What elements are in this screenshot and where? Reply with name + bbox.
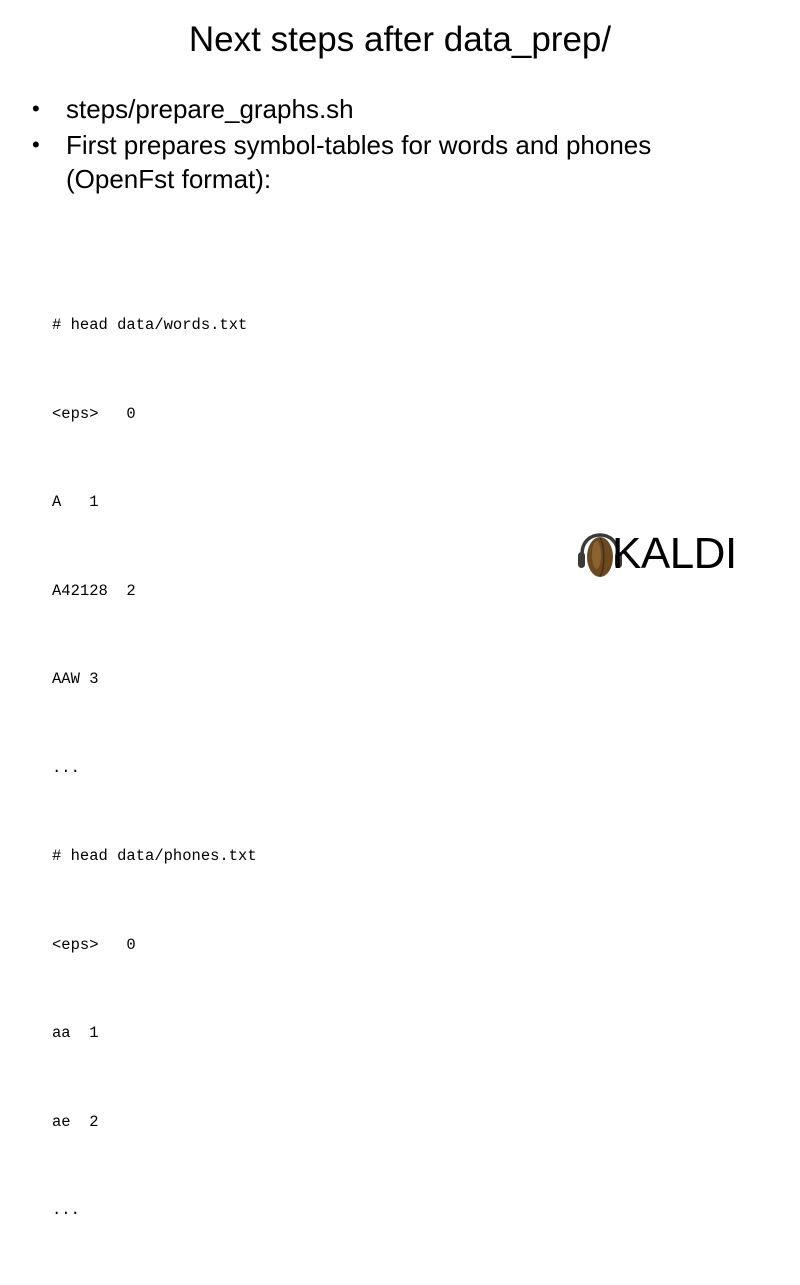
bullet-marker-icon: •	[32, 96, 40, 121]
page-title: Next steps after data_prep/	[188, 20, 612, 59]
list-item	[32, 128, 762, 196]
code-block	[52, 252, 752, 1285]
kaldi-logo	[576, 528, 776, 584]
code-line: <eps> 0	[52, 935, 136, 954]
code-line: <eps> 0	[52, 404, 136, 423]
list-item-label: First prepares symbol-tables for words and phones (OpenFst format):	[66, 130, 652, 194]
code-line: # head data/phones.txt	[52, 847, 257, 865]
code-line: ae 2	[52, 1112, 99, 1131]
list-item-label: steps/prepare_graphs.sh	[66, 94, 354, 124]
bullet-list	[32, 92, 762, 198]
code-line: # head data/words.txt	[52, 316, 248, 334]
code-line: aa 1	[52, 1024, 99, 1042]
code-line: AAW 3	[52, 670, 99, 688]
bullet-marker-icon: •	[32, 132, 40, 157]
list-item	[32, 92, 762, 126]
code-line: A42128 2	[52, 581, 136, 600]
code-line: A 1	[52, 493, 99, 511]
code-line: ...	[52, 1201, 80, 1219]
kaldi-logo-text: KALDI	[612, 529, 737, 578]
code-line: ...	[52, 758, 80, 777]
